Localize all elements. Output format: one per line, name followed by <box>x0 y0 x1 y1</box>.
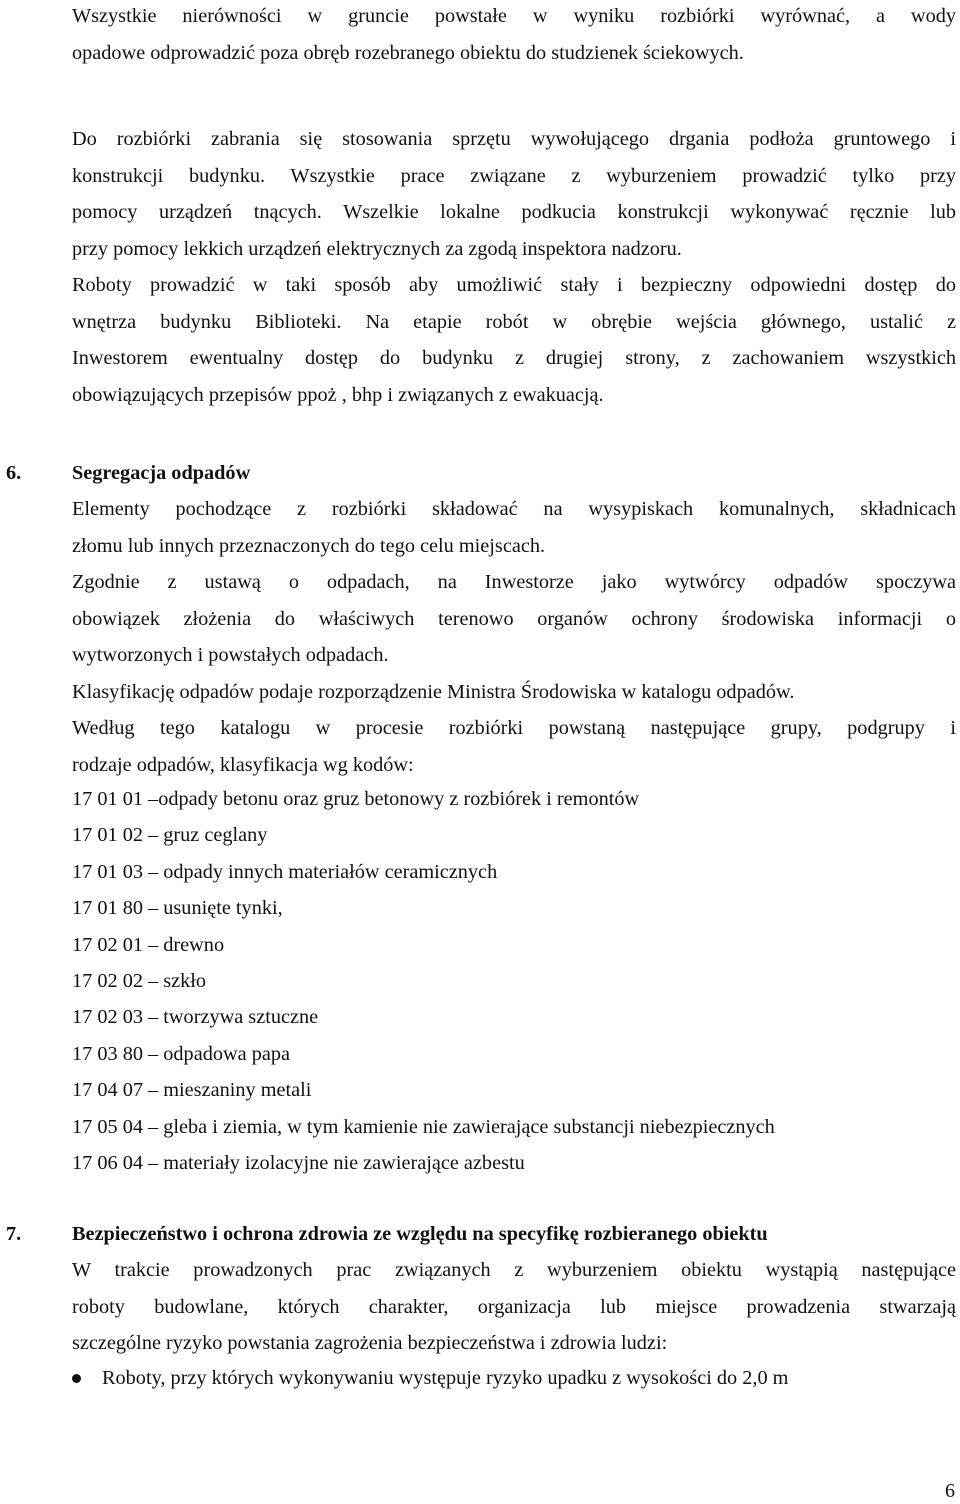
paragraph-leveling <box>72 0 956 71</box>
text-line: roboty budowlane, których charakter, organizacja lub miejsce prowadzenia stwarzają <box>72 1295 956 1318</box>
section-7-body <box>72 1252 956 1362</box>
text-line: pomocy urządzeń tnących. Wszelkie lokalne podkucia konstrukcji wykonywać ręcznie lub <box>72 201 956 223</box>
text-line: Klasyfikację odpadów podaje rozporządzenie Ministra Środowiska w katalogu odpadów. <box>72 680 795 703</box>
text-line: przy pomocy lekkich urządzeń elektrycznych za zgodą inspektora nadzoru. <box>72 237 682 260</box>
waste-code-list <box>72 781 775 1181</box>
text-line: Inwestorem ewentualny dostęp do budynku z drugiej strony, z zachowaniem wszystkich <box>72 347 956 369</box>
list-item: 17 01 03 – odpady innych materiałów ceramicznych <box>72 860 498 883</box>
text-line: Roboty prowadzić w taki sposób aby umożliwić stały i bezpieczny odpowiedni dostęp do <box>72 274 956 296</box>
bullet-text: Roboty, przy których wykonywaniu występuje ryzyko upadku z wysokości do 2,0 m <box>102 1367 789 1389</box>
text-line: wnętrza budynku Biblioteki. Na etapie robót w obrębie wejścia głównego, ustalić z <box>72 310 956 333</box>
list-item: 17 01 80 – usunięte tynki, <box>72 897 283 920</box>
list-item: 17 01 01 –odpady betonu oraz gruz betonowy z rozbiórek i remontów <box>72 788 640 810</box>
section-number: 7. <box>6 1223 22 1245</box>
text-line: konstrukcji budynku. Wszystkie prace związane z wyburzeniem prowadzić tylko przy <box>72 164 956 187</box>
section-title: Bezpieczeństwo i ochrona zdrowia ze względu na specyfikę rozbieranego obiektu <box>72 1223 768 1245</box>
section-number: 6. <box>6 462 22 484</box>
text-line: wytworzonych i powstałych odpadach. <box>72 644 389 666</box>
section-title: Segregacja odpadów <box>72 462 251 484</box>
list-item: 17 06 04 – materiały izolacyjne nie zawierające azbestu <box>72 1152 525 1175</box>
bullet-icon <box>72 1374 81 1383</box>
text-line: Do rozbiórki zabrania się stosowania sprzętu wywołującego drgania podłoża gruntowego i <box>72 128 956 150</box>
text-line: Zgodnie z ustawą o odpadach, na Inwestorze jako wytwórcy odpadów spoczywa <box>72 571 956 593</box>
list-item: 17 02 01 – drewno <box>72 933 225 956</box>
list-item: 17 02 03 – tworzywa sztuczne <box>72 1006 319 1029</box>
list-item: 17 05 04 – gleba i ziemia, w tym kamienie nie zawierające substancji niebezpiecznych <box>72 1115 775 1138</box>
list-item: 17 01 02 – gruz ceglany <box>72 824 268 847</box>
text-line: opadowe odprowadzić poza obręb rozebranego obiektu do studzienek ściekowych. <box>72 41 744 64</box>
text-line: Elementy pochodzące z rozbiórki składować na wysypiskach komunalnych, składnicach <box>72 498 956 520</box>
text-line: obowiązujących przepisów ppoż , bhp i związanych z ewakuacją. <box>72 383 604 406</box>
paragraph-access <box>72 267 956 413</box>
paragraph-equipment <box>72 121 956 267</box>
page-number: 6 <box>945 1480 955 1502</box>
section-6-body <box>72 491 956 783</box>
text-line: W trakcie prowadzonych prac związanych z wyburzeniem obiektu wystąpią następujące <box>72 1259 956 1281</box>
text-line: obowiązek złożenia do właściwych terenowo organów ochrony środowiska informacji o <box>72 607 956 630</box>
text-line: złomu lub innych przeznaczonych do tego celu miejscach. <box>72 534 546 557</box>
text-line: Wszystkie nierówności w gruncie powstałe w wyniku rozbiórki wyrównać, a wody <box>72 5 956 27</box>
list-item: 17 03 80 – odpadowa papa <box>72 1042 290 1065</box>
text-line: Według tego katalogu w procesie rozbiórki powstaną następujące grupy, podgrupy i <box>72 717 956 739</box>
text-line: rodzaje odpadów, klasyfikacja wg kodów: <box>72 753 414 776</box>
list-item: 17 04 07 – mieszaniny metali <box>72 1079 312 1102</box>
list-item: 17 02 02 – szkło <box>72 970 207 993</box>
text-line: szczególne ryzyko powstania zagrożenia bezpieczeństwa i zdrowia ludzi: <box>72 1332 668 1354</box>
